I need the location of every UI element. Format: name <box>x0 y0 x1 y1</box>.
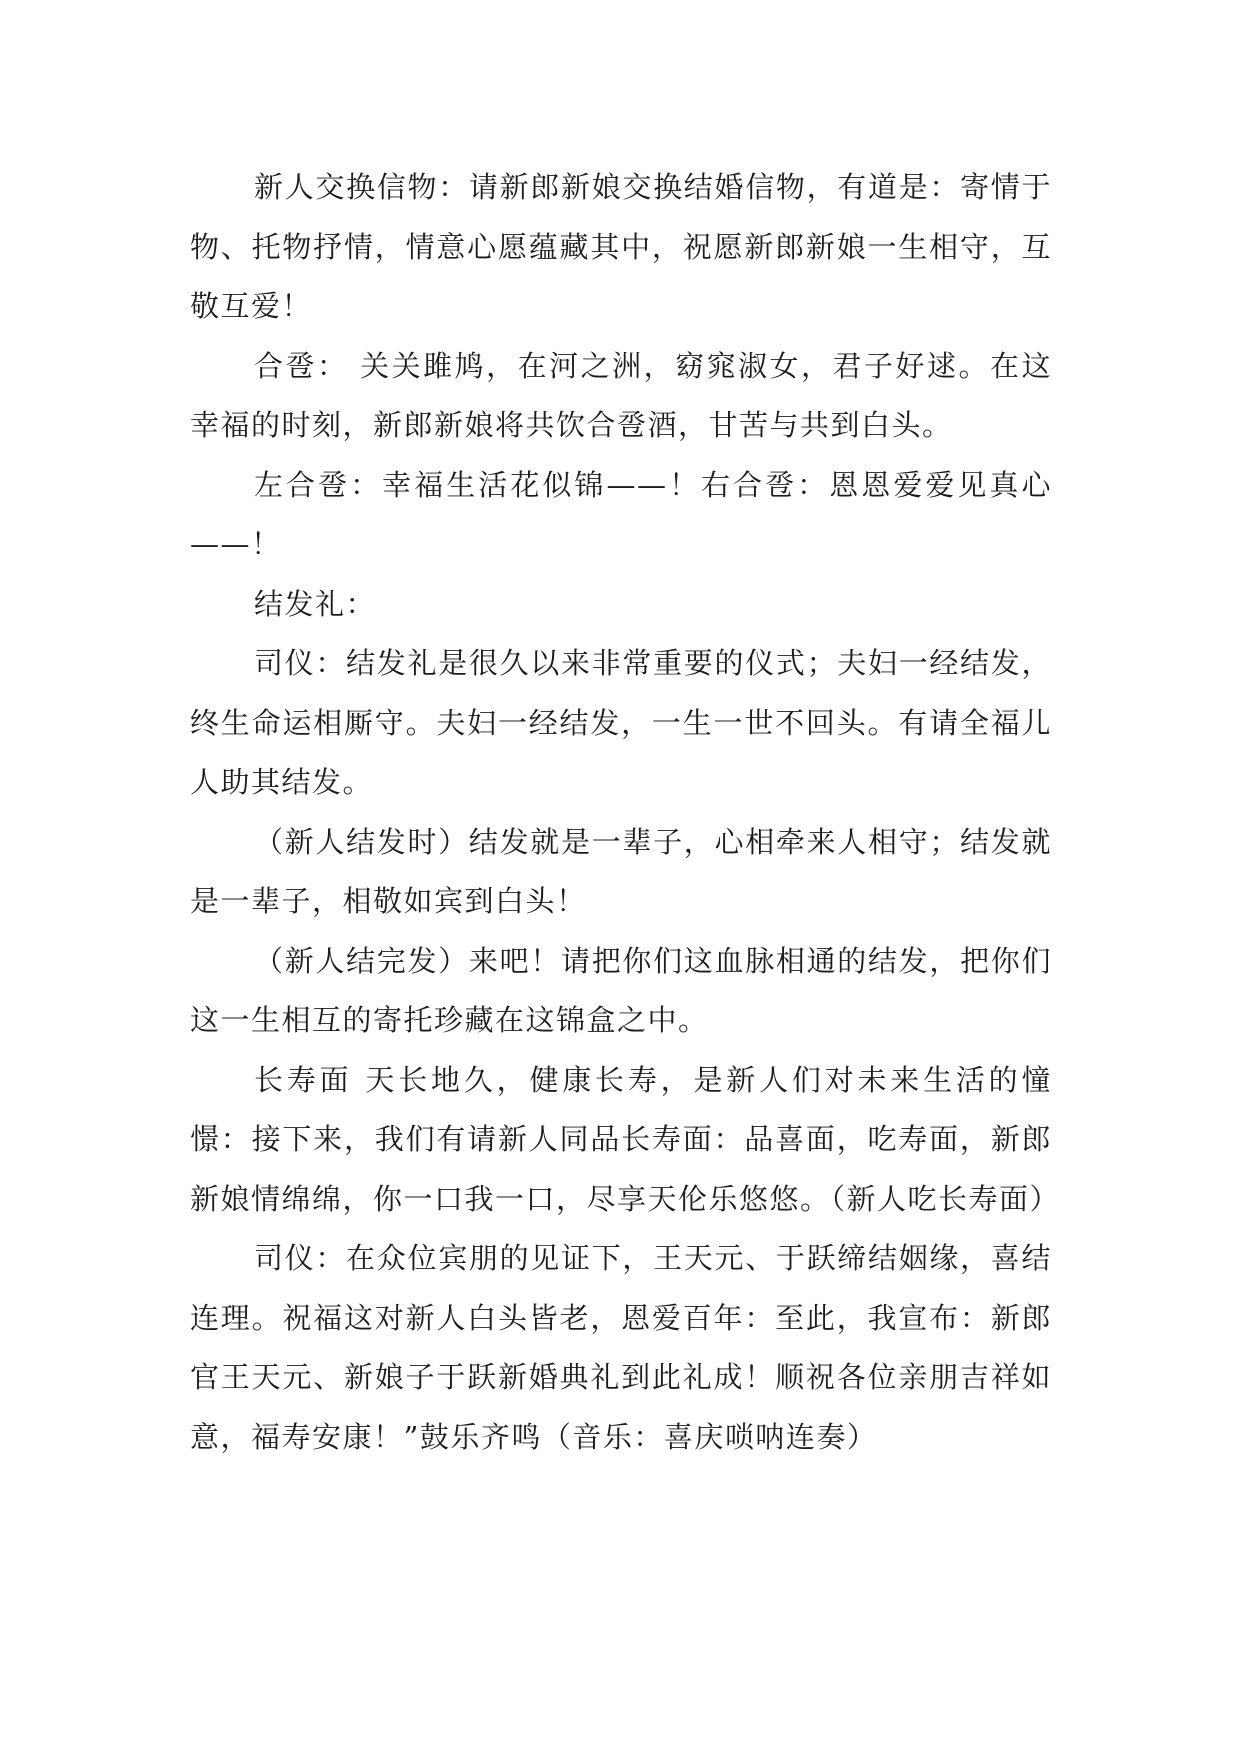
document-body <box>190 158 1061 1467</box>
paragraph-hejin: 合卺： 关关雎鸠，在河之洲，窈窕淑女，君子好逑。在这幸福的时刻，新郎新娘将共饮合卺酒，甘苦与共到白头。 <box>190 348 1052 442</box>
paragraph-closing-announcement: 司仪：在众位宾朋的见证下，王天元、于跃缔结姻缘，喜结连理。祝福这对新人白头皆老，恩爱百年：至此，我宣布：新郎官王天元、新娘子于跃新婚典礼到此礼成！顺祝各位亲朋吉祥如意，福寿安康！”鼓乐齐鸣（音乐：喜庆唢呐连奏） <box>190 1241 1052 1454</box>
paragraph-during-jiefa: （新人结发时）结发就是一辈子，心相牵来人相守；结发就是一辈子，相敬如宾到白头！ <box>190 824 1052 918</box>
paragraph-jiefa-heading: 结发礼： <box>254 586 377 621</box>
paragraph-longevity-noodles: 长寿面 天长地久，健康长寿，是新人们对未来生活的憧憬：接下来，我们有请新人同品长寿面：品喜面，吃寿面，新郎新娘情绵绵，你一口我一口，尽享天伦乐悠悠。（新人吃长寿面） <box>190 1062 1061 1216</box>
paragraph-left-right-hejin: 左合卺：幸福生活花似锦——！右合卺：恩恩爱爱见真心——！ <box>190 467 1052 561</box>
paragraph-officiant-jiefa: 司仪：结发礼是很久以来非常重要的仪式；夫妇一经结发，终生命运相厮守。夫妇一经结发，一生一世不回头。有请全福儿人助其结发。 <box>190 646 1052 799</box>
paragraph-exchange-tokens: 新人交换信物：请新郎新娘交换结婚信物，有道是：寄情于物、托物抒情，情意心愿蕴藏其中，祝愿新郎新娘一生相守，互敬互爱！ <box>190 170 1052 323</box>
paragraph-after-jiefa: （新人结完发）来吧！请把你们这血脉相通的结发，把你们这一生相互的寄托珍藏在这锦盒之中。 <box>190 943 1052 1037</box>
